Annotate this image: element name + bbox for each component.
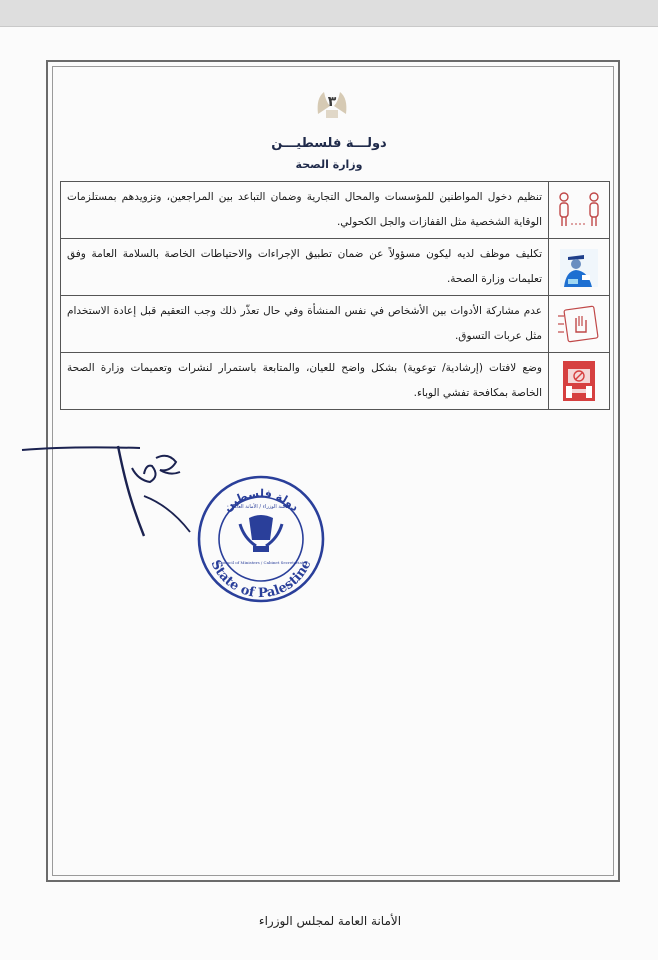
seal-english-inner: Council of Ministers / Cabinet Secretariat [218, 560, 304, 565]
table-row [61, 182, 610, 239]
rule-text: وضع لافتات (إرشادية/ توعوية) بشكل واضح للعيان، والمتابعة باستمرار لنشرات وتعميمات وزارة الصحة الخاصة بمكافحة تفشي الوباء. [61, 353, 549, 410]
rule-text: تكليف موظف لديه ليكون مسؤولاً عن ضمان تطبيق الإجراءات والاحتياطات الخاصة بالسلامة العامة وفق تعليمات وزارة الصحة. [61, 239, 549, 296]
social-distancing-icon [554, 188, 604, 232]
row-icon-cell [549, 353, 610, 410]
page-number: ٣ [327, 94, 337, 110]
seal-arabic-inner: رئاسة الوزراء / الأمانة العامة [231, 504, 291, 510]
header-ministry-name: وزارة الصحة [295, 158, 363, 171]
scan-top-band [0, 0, 658, 27]
svg-text:دولة فلسطين [221, 487, 302, 515]
row-icon-cell [549, 239, 610, 296]
rule-text: عدم مشاركة الأدوات بين الأشخاص في نفس المنشأة وفي حال تعذّر ذلك وجب التعقيم قبل إعادة الاستخدام مثل عربات التسوق. [61, 296, 549, 353]
table-row [61, 296, 610, 353]
rule-text: تنظيم دخول المواطنين للمؤسسات والمحال التجارية وضمان التباعد بين المراجعين، وتزويدهم بمستلزمات الوقاية الشخصية مثل القفازات والجل الكحولي. [61, 182, 549, 239]
no-sharing-icon [554, 302, 604, 346]
signature [20, 436, 210, 546]
guidelines-table [60, 181, 610, 410]
header-state-name: دولـــة فلسطيـــن [271, 136, 387, 151]
official-seal [196, 474, 326, 604]
table-row [61, 239, 610, 296]
seal-english-ring: State of Palestine [207, 557, 315, 602]
staff-officer-icon [554, 245, 604, 289]
row-icon-cell [549, 296, 610, 353]
state-emblem-icon [314, 84, 350, 122]
seal-arabic-ring: دولة فلسطين [220, 486, 302, 514]
footer-secretariat: الأمانة العامة لمجلس الوزراء [258, 914, 402, 928]
awareness-sign-icon [554, 359, 604, 403]
table-row [61, 353, 610, 410]
row-icon-cell [549, 182, 610, 239]
